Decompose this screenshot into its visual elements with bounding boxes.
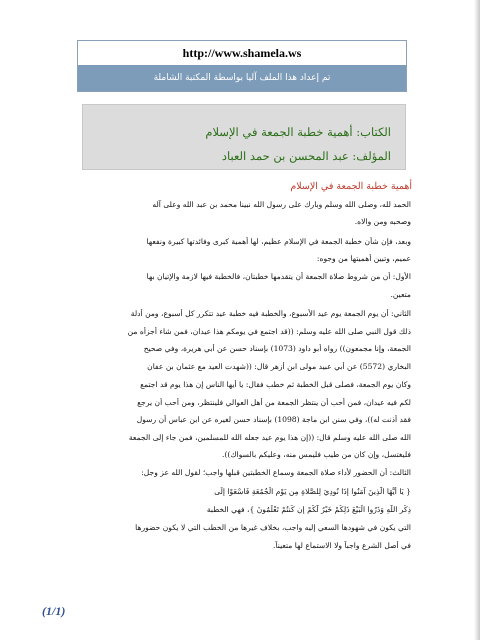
text-line: الجمعة، وإنا مجمعون)) رواه أبو داود (1073) بإسناد حسن عن أبي هريرة، وفي صحيح bbox=[143, 344, 411, 353]
header-box bbox=[77, 40, 407, 92]
book-author: المؤلف: عبد المحسن بن حمد العباد bbox=[221, 149, 391, 163]
text-line: في أصل الشرع واجباً ولا الاستماع لها متعيناً. bbox=[273, 541, 411, 550]
quran-verse-line: { يَا أَيُّهَا الَّذِينَ آمَنُوا إِذَا نُودِيَ لِلصَّلاةِ مِن يَوْمِ الْجُمُعَةِ فَاسْعَوْا إِلَى bbox=[214, 487, 411, 496]
page-edge-shadow bbox=[474, 0, 480, 640]
text-line: عميم، وتبين أهميتها من وجوه: bbox=[316, 254, 411, 263]
book-info-box bbox=[82, 104, 406, 170]
text-line: الله صلى الله عليه وسلم قال: ((إن هذا يوم عيد جعله الله للمسلمين، فمن جاء إلى الجمعة bbox=[128, 433, 411, 442]
body-text bbox=[68, 192, 411, 592]
text-line: الأول: أن من شروط صلاة الجمعة أن يتقدمها خطبتان، فالخطبة فيها لازمة والإتيان بها bbox=[146, 272, 411, 281]
text-line: البخاري (5572) عن أبي عبيد مولى ابن أزهر قال: ((شهدت العيد مع عثمان بن عفان bbox=[147, 362, 411, 371]
generated-banner: تم إعداد هذا الملف آليا بواسطة المكتبة الشاملة bbox=[78, 65, 406, 91]
text-line: الحمد لله، وصلى الله وسلم وبارك على رسول الله نبينا محمد بن عبد الله وعلى آله bbox=[152, 200, 411, 209]
text-line: ذلك قول النبي صلى الله عليه وسلم: ((قد اجتمع في يومكم هذا عيدان، فمن شاء أجزأه من bbox=[127, 327, 411, 336]
text-line: وصحبه ومن والاه. bbox=[354, 217, 411, 226]
text-line: الثاني: أن يوم الجمعة يوم عيد الأسبوع، والخطبة فيه خطبة عيد تتكرر كل أسبوع، ومن أدلة bbox=[130, 309, 411, 318]
text-line: التي يكون في شهودها السعي إليه واجب، بخلاف غيرها من الخطب التي لا يكون حضورها bbox=[135, 523, 411, 532]
text-line: متعين. bbox=[390, 290, 411, 299]
text-line: فقد أذنت له))، وفي سنن ابن ماجة (1098) بإسناد حسن لغيره عن ابن عباس أن رسول bbox=[136, 415, 411, 424]
source-url[interactable]: http://www.shamela.ws bbox=[78, 41, 406, 65]
book-title: الكتاب: أهمية خطبة الجمعة في الإسلام bbox=[205, 125, 391, 139]
page-number: (1/1) bbox=[42, 604, 66, 618]
section-title: أهمية خطبة الجمعة في الإسلام bbox=[290, 181, 412, 192]
text-line: الثالث: أن الحضور لأداء صلاة الجمعة وسماع الخطبتين قبلها واجب؛ لقول الله عز وجل: bbox=[141, 468, 411, 477]
text-line: لكم فيه عيدان، فمن أحب أن ينتظر الجمعة من أهل العوالي فلينتظر، ومن أحب أن يرجع bbox=[137, 398, 411, 407]
text-line: وبعد، فإن شأن خطبة الجمعة في الإسلام عظيم، لها أهمية كبرى وفائدتها كبيرة ونفعها bbox=[146, 237, 411, 246]
text-line: وكان يوم الجمعة، فصلى قبل الخطبة ثم خطب فقال: يا أيها الناس إن هذا يوم قد اجتمع bbox=[140, 380, 411, 389]
quran-verse-line: ذِكْرِ اللَّهِ وَذَرُوا الْبَيْعَ ذَلِكُمْ خَيْرٌ لَّكُمْ إِن كُنتُمْ تَعْلَمُونَ }، فهي الخطبة bbox=[206, 505, 411, 514]
text-line: فليغتسل، وإن كان من طيب فليمس منه، وعليكم بالسواك)). bbox=[222, 450, 411, 459]
